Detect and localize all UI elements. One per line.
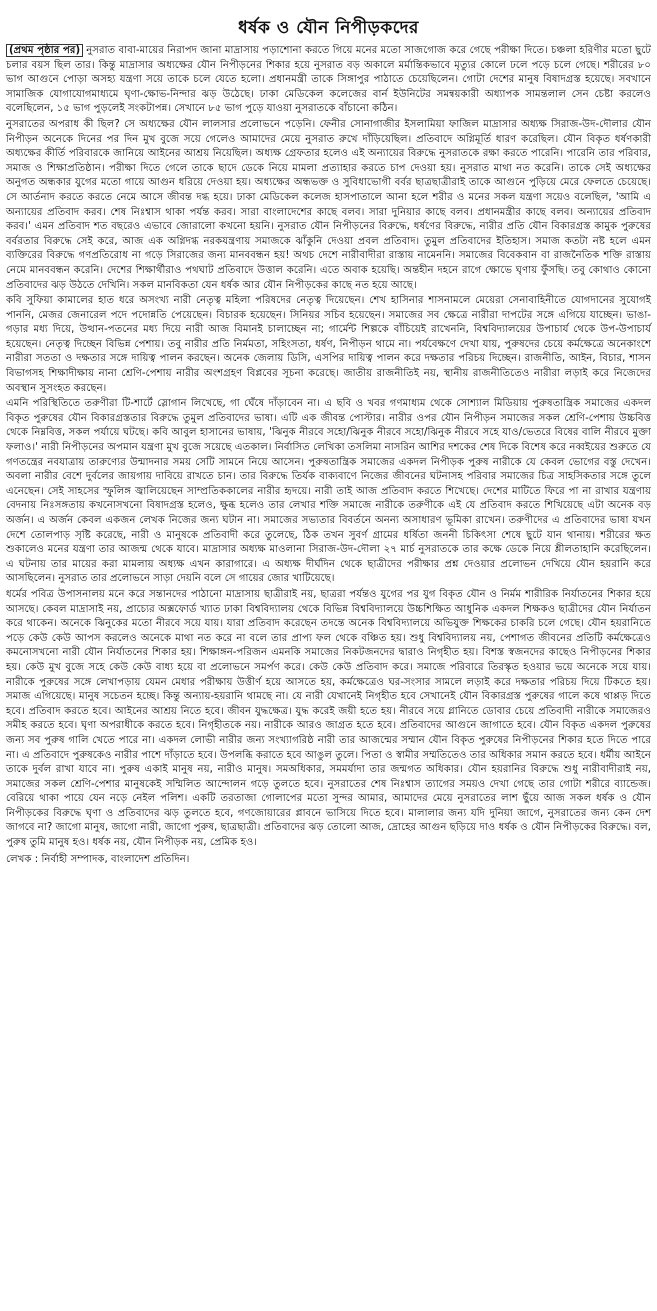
headline: ধর্ষক ও যৌন নিপীড়কদের (238, 18, 419, 38)
paragraph-1 (6, 44, 651, 117)
paragraph-5: ধর্মের পবিত্র উপাসনালয় মনে করে সন্তানদের পাঠানো মাদ্রাসায় ছাত্রীরাই নয়, ছাত্ররা পর্যন্তও যুগের পর যুগ বিকৃত যৌন ও নির্মম শারীরিক নির্যাতনের শিকার হয়ে আসছে। কেবল মাদ্রাসাই নয়, প্রাচ্যের অক্সফোর্ড খ্যাত ঢাকা বিশ্ববিদ্যালয় থেকে বিভিন্ন বিশ্ববিদ্যালয়ে উচ্চশিক্ষিত আধুনিক একদল শিক্ষকও ছাত্রীদের যৌন নির্যাতন করে থাকেন। অনেকে ঝিনুকের মতো নীরবে সয়ে যায়। যারা প্রতিবাদ করেছেন তদন্তে অনেক বিশ্ববিদ্যালয়ে অভিযুক্ত শিক্ষকের চাকরি চলে গেছে। যৌন হয়রানিতে পড়ে কেউ কেউ আপস করলেও অনেকে মাথা নত করে না বলে তার প্রাপ্য ফল থেকে বঞ্চিত হয়। শুধু বিশ্ববিদ্যালয় নয়, পেশাগত জীবনের প্রতিটি কর্মক্ষেত্রেও কমনোসখনো নারী যৌন নির্যাতনের শিকার হয়। শিক্ষাঙ্গন-পরিজন এমনকি সমাজের নিকটজনদের দ্বারাও নিগৃহীত হয়। বিশস্ত স্বজনদের কাছেও নিপীড়নের শিকার হয়। কেউ মুখ বুজে সহে কেউ কেউ বাধ্য হয়ে বা প্রলোভনে সমর্পণ করে। কেউ কেউ প্রতিবাদ করে। সমাজে পরিবারে তিরস্কৃত হওয়ার ভয়ে অনেকে সয়ে যায়। নারীকে পুরুষের সঙ্গে লেখাপড়ায় যেমন মেধার পরীক্ষায় উত্তীর্ণ হয়ে আসতে হয়, কর্মক্ষেত্রেও ঘর-সংসার সামলে লড়াই করে দক্ষতার পরিচয় দিয়ে টিকতে হয়। সমাজ এগিয়েছে। মানুষ সচেতন হচ্ছে। কিন্তু অন্যায়-হয়রানি থামছে না। যে নারী যেখানেই নিগৃহীত হবে সেখানেই যৌন বিকারগ্রস্ত পুরুষের গালে কষে থাপ্পড় দিতে হবে। প্রতিবাদ করতে হবে। আইনের আশ্রয় নিতে হবে। জীবন যুদ্ধক্ষেত্র। যুদ্ধ করেই জয়ী হতে হয়। নীরবে সয়ে গ্লানিতে ডোবার চেয়ে প্রতিবাদী নারীকে সমাজেরও সমীহ করতে হবে। ঘৃণা অপরাধীকে করতে হবে। নিগৃহীতকে নয়। নারীকে আরও জাগ্রত হতে হবে। প্রতিবাদের আগুনে জাগাতে হবে। যৌন বিকৃত একদল পুরুষের জন্য সব পুরুষ গালি খেতে পারে না। একদল লোভী নারীর জন্য সংখ্যাগরিষ্ঠ নারী তার আজন্মের সম্মান যৌন বিকৃত পুরুষের নিপীড়নের শিকার হতে দিতে পারে না। এ প্রতিবাদে পুরুষকেও নারীর পাশে দাঁড়াতে হবে। উপলব্ধি করাতে হবে আঙুল তুলে। পিতা ও স্বামীর সম্মতিতেও তার অধিকার সমান করতে হবে। ধর্মীয় আইনে তাকে দুর্বল রাখা যাবে না। পুরুষ একাই মানুষ নয়, নারীও মানুষ। সমঅধিকার, সমমর্যাদা তার জন্মগত অধিকার। যৌন হয়রানির বিরুদ্ধে শুধু নারীবাদীরাই নয়, সমাজের সকল শ্রেণি-পেশার মানুষকেই সম্মিলিত আন্দোলন গড়ে তুলতে হবে। নুসরাতের শেষ নিঃশ্বাস ত্যাগের সময়ও দেখা গেছে তার গোটা শরীরে ব্যান্ডেজ। বেরিয়ে থাকা পায়ে যেন নড়ে নেইল পলিশ। একটি তরতাজা গোলাপের মতো সুন্দর আমার, আমাদের মেয়ে নুসরাতের লাশ ছুঁয়ে আজ সকল ধর্ষক ও যৌন নিপীড়কের বিরুদ্ধে ঘৃণা ও প্রতিবাদের ঝড় তুলতে হবে, গণজোয়ারের প্লাবনে ভাসিয়ে দিতে হবে। মালালার জন্য যদি দুনিয়া জাগে, নুসরাতের জন্য কেন দেশ জাগবে না? জাগো মানুষ, জাগো নারী, জাগো পুরুষ, ছাত্রছাত্রী। প্রতিবাদের ঝড় তোলো আজ, দ্রোহের আগুন ছড়িয়ে দাও ধর্ষক ও যৌন নিপীড়কের বিরুদ্ধে। বল, পুরুষ তুমি মানুষ হও। ধর্ষক নয়, যৌন নিপীড়ক নয়, প্রেমিক হও। (6, 588, 651, 849)
paragraph-4: এমনি পরিস্থিতিতে তরুণীরা টি-শার্টে স্লোগান লিখেছে, গা ঘেঁষে দাঁড়াবেন না। এ ছবি ও খবর গণমাধ্যম থেকে সোশ্যাল মিডিয়ায় পুরুষতান্ত্রিক সমাজের একদল বিকৃত পুরুষের যৌন বিকারগ্রস্ততার বিরুদ্ধে তুমুল প্রতিবাদের ভাষা। এটি এক জীবন্ত পোস্টার। নারীর ওপর যৌন নিপীড়ন সমাজের সকল শ্রেণি-পেশায় উচ্চবিত্ত থেকে নিম্নবিত্ত, সকল পর্যায়ে ঘটছে। কবি আবুল হাসানের ভাষায়, 'ঝিনুক নীরবে সহো/ঝিনুক নীরবে সহো/ঝিনুক নীরবে সহে যাও/ভেতরে বিষের বালি নীরবে মুক্তা ফলাও।' নারী নিপীড়নের অপমান যন্ত্রণা মুখ বুজে সয়েছে এতকাল। নির্বাসিত লেখিকা তসলিমা নাসরিন আশির দশকের শেষ দিকে বিশেষ করে নব্বইয়ের শুরুতে যে গণতন্ত্রের নবযাত্রায় তারুণ্যের উন্মাদনার সময় সেটি সামনে নিয়ে আসেন। পুরুষতান্ত্রিক সমাজের একদল নিপীড়ক পুরুষ নারীকে যে কেবল ভোগের বস্তু দেখেন। অবলা নারীর বেশে দুর্বলের জায়গায় দাবিয়ে রাখতে চান। তার বিরুদ্ধে তির্যক বাক্যবাণে নিজের জীবনের ঘটনাসহ পরিবার সমাজের চিত্র সাহসিকতার সঙ্গে তুলে এনেছেন। সেই সাহসের স্ফুলিঙ্গ জ্বালিয়েছেন সাম্প্রতিককালের নারীর হৃদয়ে। নারী তাই আজ প্রতিবাদ করতে শিখেছে। দেশের মাটিতে ফিরে পা না রাখার যন্ত্রণায় বেদনায় নিঃসঙ্গতায় কখনোসখনো বিষাদগ্রস্ত হলেও, ক্ষুব্ধ হলেও তার লেখার শক্তি সমাজে নারীকে তরুণীকে এই যে প্রতিবাদ করতে শিখিয়েছে এটা অনেক বড় অর্জন। এ অর্জন কেবল একজন লেখক নিজের জন্য ঘটান না। সমাজের সভ্যতার বিবর্তনে অনন্য অসাধারণ ভূমিকা রাখেন। তরুণীদের এ প্রতিবাদের ভাষা যখন দেশে তোলপাড় সৃষ্টি করেছে, নারী ও মানুষকে প্রতিবাদী করে তুলেছে, ঠিক তখন সুবর্ণ গ্রামের ধর্ষিতা জননী চিকিৎসা শেষে ছুটে যান থানায়। শরীরের ক্ষত শুকালেও মনের যন্ত্রণা তার আজন্ম থেকে যাবে। মাদ্রাসার অধ্যক্ষ মাওলানা সিরাজ-উদ-দৌলা ২৭ মার্চ নুসরাতকে তার কক্ষে ডেকে নিয়ে শ্লীলতাহানি করেছিলেন। এ ঘটনায় তার মায়ের করা মামলায় অধ্যক্ষ এখন কারাগারে। এ অধ্যক্ষ দীর্ঘদিন থেকে ছাত্রীদের পরীক্ষার প্রশ্ন দেওয়ার প্রলোভন দেখিয়ে যৌন হয়রানি করে আসছিলেন। নুসরাত তার প্রলোভনে সাড়া দেয়নি বলে সে গায়ের জোর খাটিয়েছে। (6, 398, 651, 585)
article-body (6, 44, 651, 867)
continuation-tag: (প্রথম পৃষ্ঠার পর) (6, 44, 83, 57)
top-edge-strip (6, 0, 651, 8)
author-line: লেখক : নির্বাহী সম্পাদক, বাংলাদেশ প্রতিদিন। (6, 853, 190, 865)
paragraph-1-text: নুসরাত বাবা-মায়ের নিরাপদ জানা মাদ্রাসায় পড়াশোনা করতে গিয়ে মনের মতো সাজগোজ করে গেছে পরীক্ষা দিতে। চঞ্চলা হরিণীর মতো ছুটে চলার বয়স ছিল তার। কিন্তু মাদ্রাসার অধ্যক্ষের যৌন নিপীড়নের শিকার হয়ে নুসরাত বড় অকালে মর্মান্তিকভাবে মৃত্যুর কোলে ঢলে পড়ে চলে গেছে। শরীরের ৮০ ভাগ আগুনে পোড়া অসহ্য যন্ত্রণা সয়ে তাকে চলে যেতে হলো। প্রধানমন্ত্রী তাকে সিঙ্গাপুর পাঠাতে চেয়েছিলেন। গোটা দেশের মানুষ বিষাদগ্রস্ত হয়েছে। সবখানে সামাজিক যোগাযোগমাধ্যমে ঘৃণা-ক্ষোভ-নিন্দার ঝড় উঠেছে। ঢাকা মেডিকেল কলেজের বার্ন ইউনিটের সমন্বয়কারী অধ্যাপক সামন্তলাল সেন চেষ্টা করলেও বলেছিলেন, ১৫ ভাগ পুড়লেই সংকটাপন্ন। সেখানে ৮৫ ভাগ পুড়ে যাওয়া নুসরাতকে বাঁচানো কঠিন। (6, 45, 651, 115)
paragraph-2: নুসরাতের অপরাধ কী ছিল? সে অধ্যক্ষের যৌন লালসার প্রলোভনে পড়েনি। ফেনীর সোনাগাজীর ইসলামিয়া ফাজিল মাদ্রাসার অধ্যক্ষ সিরাজ-উদ-দৌলার যৌন নিপীড়ন অনেকে দিনের পর দিন মুখ বুজে সয়ে গেলেও আমাদের মেয়ে নুসরাত রুখে দাঁড়িয়েছিল। প্রতিবাদে অগ্নিমূর্তি ধারণ করেছিল। যৌন বিকৃত ধর্ষণকারী অধ্যক্ষের কীর্তি পরিবারকে জানিয়ে আইনের আশ্রয় নিয়েছিল। অধ্যক্ষ গ্রেফতার হলেও এই অন্যায়ের বিরুদ্ধে নুসরাতকে রক্ষা করতে পারেনি। পারেনি তার পরিবার, সমাজ ও শিক্ষাপ্রতিষ্ঠান। পরীক্ষা দিতে গেলে তাকে ছাদে ডেকে নিয়ে মামলা প্রত্যাহার করতে চাপ দেওয়া হয়। নুসরাত মাথা নত করেনি। তাকে সেই অধ্যক্ষের অনুগত অন্ধকার যুগের মতো গায়ে আগুন ধরিয়ে দেওয়া হয়। অধ্যক্ষের অন্ধভক্ত ও সুবিধাভোগী বর্বর ছাত্রছাত্রীরাই তাকে আগুনে পুড়িয়ে মেরে ফেলতে চেয়েছে। সে আর্তনাদ করতে করতে নেমে আসে জীবন্ত দগ্ধ হয়ে। ঢাকা মেডিকেল কলেজ হাসপাতালে আনা হলে শরীর ও মনের সকল যন্ত্রণা সয়েও বলেছিল, 'আমি এ অন্যায়ের প্রতিবাদ করব। শেষ নিঃশ্বাস থাকা পর্যন্ত করব। সারা বাংলাদেশের কাছে বলব। সারা দুনিয়ার কাছে বলব। প্রধানমন্ত্রীর কাছে বলব। অন্যায়ের প্রতিবাদ করব।' এমন প্রতিবাদ শত বছরেও এভাবে জোরালো কখনো হয়নি। নুসরাত যৌন নিপীড়নের বিরুদ্ধে, ধর্ষণের বিরুদ্ধে, নারীর প্রতি যৌন বিকারগ্রস্ত কামুক পুরুষের বর্বরতার বিরুদ্ধে সেই করে, আজ এক অগ্নিদগ্ধ নরকযন্ত্রণায় সমাজকে ঝাঁকুনি দেওয়া প্রবল প্রতিবাদ। তুমুল প্রতিবাদের ইতিহাস। সমাজ কতটা নষ্ট হলে এমন ব্যক্তিরের বিরুদ্ধে গণপ্রতিরোধ না গড়ে সিরাজের জন্য মানববন্ধন হয়! অথচ দেশে নারীবাদীরা রাস্তায় নামেননি। সমাজের বিবেকবান বা রাজনৈতিক শক্তি রাস্তায় নেমে মানববন্ধন করেনি। দেশের শিক্ষার্থীরাও পথঘাট প্রতিবাদে উত্তাল করেনি। এতে অবাক হয়েছি। অন্তহীন দহনে রাগে ক্ষোভে ঘৃণায় ফুঁসছি। তবু কোথাও কোনো প্রতিবাদের ঝড় উঠতে দেখিনি। সকল মানবিকতা যেন ধর্ষক আর যৌন নিপীড়কের কাছে নত হয়ে আছে। (6, 118, 651, 291)
paragraph-3: কবি সুফিয়া কামালের হাত ধরে অসংখ্য নারী নেতৃত্ব মহিলা পরিষদের নেতৃত্ব দিয়েছেন। শেখ হাসিনার শাসনামলে মেয়েরা সেনাবাহিনীতে যোগদানের সুযোগই পাননি, মেজর জেনারেল পদে পদোন্নতি পেয়েছেন। বিচারক হয়েছেন। সিনিয়র সচিব হয়েছেন। সমাজের সব ক্ষেত্রে নারীরা দাপটের সঙ্গে এগিয়ে যাচ্ছেন। ভাঙা-গড়ার মধ্য দিয়ে, উত্থান-পতনের মধ্য দিয়ে নারী আজ বিমানই চালাচ্ছেন না; গার্মেন্ট শিল্পকে বাঁচিয়েই রাখেননি, বিশ্ববিদ্যালয়ের উপাচার্য থেকে উপ-উপাচার্য হয়েছেন। নেতৃত্ব দিচ্ছেন বিভিন্ন পেশায়। তবু নারীর প্রতি নির্মমতা, সহিংসতা, ধর্ষণ, নিপীড়ন থামে না। পর্যবেক্ষণে দেখা যায়, পুরুষদের চেয়ে কর্মক্ষেত্রে অনেকাংশে নারীরা সততা ও দক্ষতার সঙ্গে দায়িত্ব পালন করছেন। অনেক জেলায় ডিসি, এসপির দায়িত্ব পালন করে দক্ষতার পরিচয় দিচ্ছেন। রাজনীতি, আইন, বিচার, শাসন বিভাগসহ শিক্ষাদীক্ষায় নানা শ্রেণি-পেশায় নারীর অংশগ্রহণ বিপ্লবের সূচনা করেছে। জাতীয় রাজনীতিই নয়, স্থানীয় রাজনীতিতেও নারীরা লড়াই করে নিজেদের অবস্থান সুসংহত করছেন। (6, 295, 651, 394)
